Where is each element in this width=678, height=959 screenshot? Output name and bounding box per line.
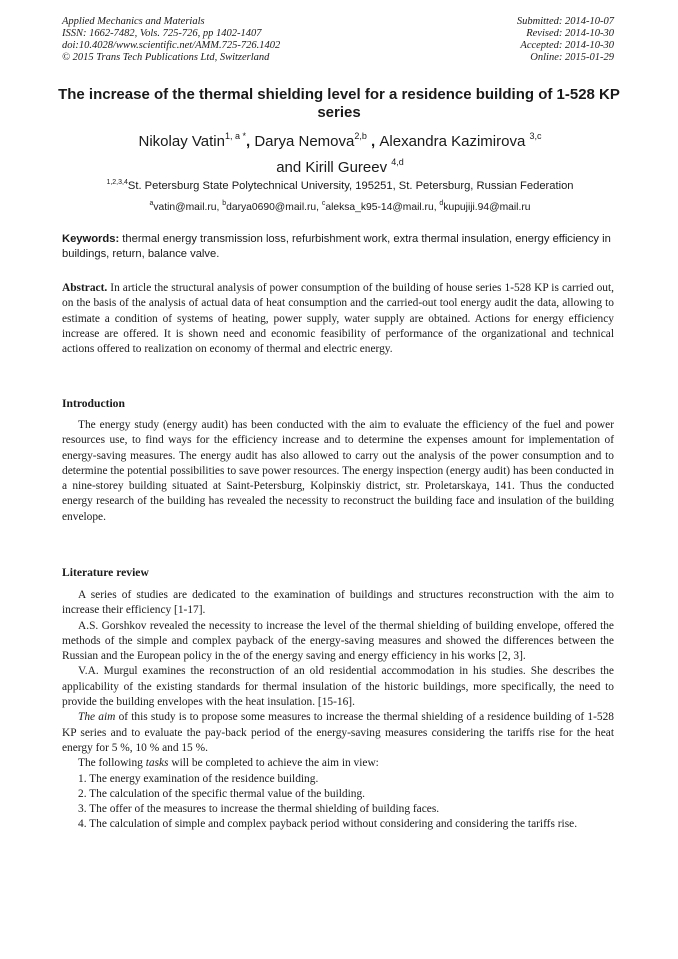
author-separator: , (245, 133, 255, 150)
author-name: and Kirill Gureev (276, 159, 388, 176)
paragraph: A series of studies are dedicated to the examination of buildings and structures reconstruction with the aim to increase their efficiency [1-17]. (62, 589, 614, 617)
literature-review-body (62, 588, 614, 833)
tasks-label: tasks (145, 757, 169, 770)
email-link[interactable]: aleksa_k95-14@mail.ru, (325, 202, 440, 213)
author-affiliation-mark: 4,d (391, 157, 404, 167)
author-affiliation-mark: 2,b (354, 131, 367, 141)
submitted-date: Submitted: 2014-10-07 (516, 16, 614, 27)
affiliation-mark: 1,2,3,4 (106, 179, 128, 186)
task-item: 4. The calculation of simple and complex payback period without considering and considering the tariffs rise. (78, 818, 578, 831)
task-item: 1. The energy examination of the residence building. (78, 772, 319, 785)
affiliation-text: St. Petersburg State Polytechnical University, 195251, St. Petersburg, Russian Federation (127, 180, 574, 192)
author-affiliation-mark: 3,c (529, 131, 542, 141)
author-emails: $^a$vatin@mail.ru, $^b$darya0690@mail.ru, $^c$aleksa_k95-14@mail.ru, $^d$kupujiji.94@mail.ru (149, 200, 531, 213)
author-name: Nikolay Vatin (138, 133, 225, 150)
paragraph: The aim of this study is to propose some measures to increase the thermal shielding of a residence building of 1-528 KP series and to evaluate the pay-back period of the energy-saving measures considering the tariffs rise for the heat energy for 5 %, 10 % and 15 %. (62, 711, 614, 754)
paragraph: A.S. Gorshkov revealed the necessity to increase the level of the thermal shielding of building envelope, offered the methods of the simple and complex payback of the energy-saving measures and showed the differences between the Russian and the European policy in the of the energy saving and energy efficiency in his works [2, 3]. (62, 619, 614, 663)
email-link[interactable]: vatin@mail.ru, (153, 202, 223, 213)
abstract-text: In article the structural analysis of power consumption of the building of house series 1-528 KP is carried out, on the basis of the analysis of actual data of heat consumption and the carried-out tool energy audit the data, allowing to estimate a condition of systems of heating, power supply, water supply are obtained. Actions for energy efficiency increase are offered. It is shown need and economic feasibility of performance of the organizational and technical actions offered to realization on economy of thermal and electric energy. (62, 282, 614, 356)
email-link[interactable]: darya0690@mail.ru, (226, 202, 322, 213)
author-separator: , (366, 133, 380, 150)
literature-review-heading: Literature review (62, 566, 149, 579)
revised-date: Revised: 2014-10-30 (526, 28, 614, 39)
accepted-date: Accepted: 2014-10-30 (520, 40, 614, 51)
keywords (62, 232, 614, 261)
journal-info (62, 16, 280, 64)
copyright-line: © 2015 Trans Tech Publications Ltd, Switzerland (62, 52, 270, 63)
task-item: 3. The offer of the measures to increase the thermal shielding of building faces. (78, 803, 440, 816)
introduction-body (62, 418, 614, 525)
introduction-heading: Introduction (62, 397, 125, 410)
author-list (60, 126, 620, 178)
keywords-text: thermal energy transmission loss, refurbishment work, extra thermal insulation, energy efficiency in buildings, return, balance valve. (62, 233, 611, 260)
author-name: Alexandra Kazimirova (379, 133, 526, 150)
issn-line: ISSN: 1662-7482, Vols. 725-726, pp 1402-1407 (62, 28, 262, 39)
abstract-label: Abstract. (62, 282, 108, 294)
paragraph: The energy study (energy audit) has been conducted with the aim to evaluate the efficiency of the fuel and power resources use, to find ways for the efficiency increase and to determine the expenses amount for implementation of energy-saving measures. The energy audit has also allowed to carry out the analysis of the power consumption and to determine the potential possibilities to save power resources. The energy inspection (energy audit) has been conducted in a nine-storey building situated at Saint-Petersburg, Kolpinskiy district, str. Proletarskaya, 141. Thus the conducted energy research of the building has revealed the necessity to reconstruct the building face and insulation of the building envelope. (62, 419, 614, 523)
keywords-label: Keywords: (62, 233, 120, 245)
task-item: 2. The calculation of the specific thermal value of the building. (78, 787, 365, 800)
affiliation (60, 176, 620, 193)
doi-line: doi:10.4028/www.scientific.net/AMM.725-726.1402 (62, 40, 281, 51)
paper-title: The increase of the thermal shielding level for a residence building of 1-528 KP series (58, 86, 620, 121)
journal-name: Applied Mechanics and Materials (62, 16, 205, 27)
email-link[interactable]: kupujiji.94@mail.ru (443, 202, 531, 213)
aim-label: The aim (78, 711, 116, 724)
paragraph: V.A. Murgul examines the reconstruction of an old residential accommodation in his studies. She describes the applicability of the existing standards for thermal insulation of the historic buildings, more specifically, the need to provide the building envelopes with the heat insulation. [15-16]. (62, 665, 614, 709)
paragraph: The following tasks will be completed to achieve the aim in view: (78, 757, 379, 770)
author-affiliation-mark: 1, a * (224, 131, 246, 141)
author-name: Darya Nemova (254, 133, 355, 150)
submission-dates (517, 16, 614, 64)
online-date: Online: 2015-01-29 (530, 52, 614, 63)
abstract (62, 281, 614, 357)
